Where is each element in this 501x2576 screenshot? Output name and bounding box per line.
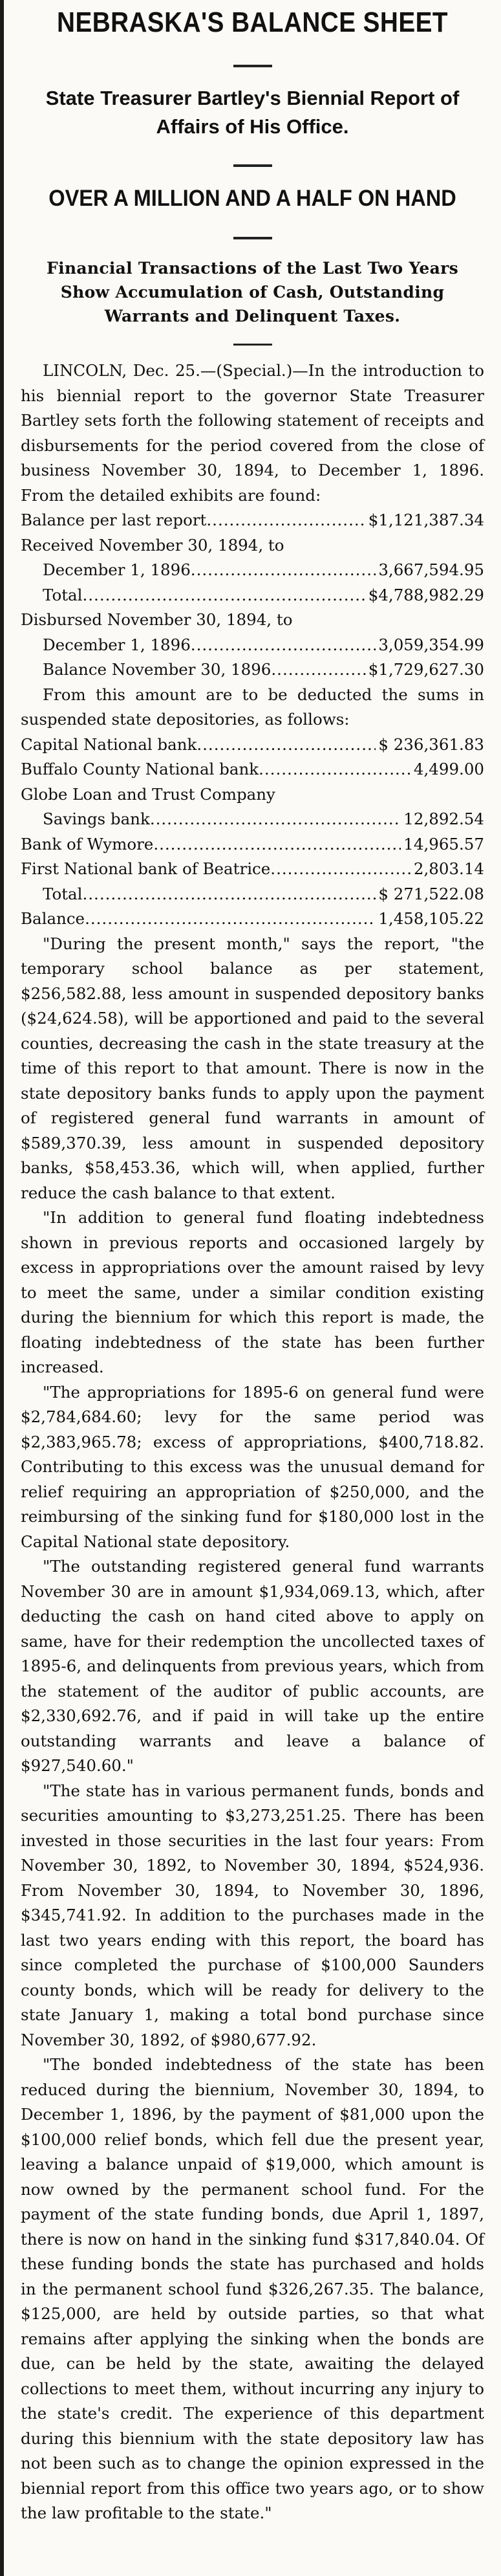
report-paragraph: "The outstanding registered general fund warrants November 30 are in amount $1,934,069.13, which, after deducting the cash on hand cited above to apply on same, have for their redemption the uncollected taxes of 1895-6, and delinquents from previous years, which from the statement of the auditor of public accounts, are $2,330,692.76, and if paid in will take up the entire outstanding warrants and leave a balance of $927,540.60." — [21, 1557, 484, 1775]
ledger-amount: 12,892.54 — [403, 809, 484, 828]
leader-dots — [259, 757, 411, 782]
leader-dots — [191, 633, 376, 658]
ledger-row — [21, 558, 484, 583]
ledger-row — [21, 633, 484, 658]
leader-dots — [270, 857, 411, 882]
ledger-label: Balance per last report — [21, 511, 207, 529]
ledger-label: Globe Loan and Trust Company — [21, 784, 275, 804]
report-paragraph: "In addition to general fund floating indebtedness shown in previous reports and occasioned largely by excess in appropriations over the amount raised by levy to meet the same, under a similar condition existing during the biennium for which this report is made, the floating indebtedness of the state has been further increased. — [21, 1208, 484, 1376]
report-paragraphs — [21, 932, 484, 2526]
ledger-amount: 4,499.00 — [413, 760, 484, 778]
depositories-ledger — [21, 732, 484, 932]
ledger-amount: 1,458,105.22 — [378, 909, 484, 928]
ledger-amount: 3,059,354.99 — [378, 635, 484, 654]
ledger-row — [21, 782, 484, 808]
ledger-row — [21, 583, 484, 608]
subhead-primary: State Treasurer Bartley's Biennial Report of Affairs of His Office. — [45, 87, 460, 138]
ledger-row — [21, 757, 484, 782]
ledger-row — [21, 882, 484, 907]
ledger-amount: 14,965.57 — [403, 834, 484, 853]
report-paragraph: "The appropriations for 1895-6 on general fund were $2,784,684.60; levy for the same period was $2,383,965.78; excess of appropriations, $400,718.82. Contributing to this excess was the unusual demand for relief requiring an appropriation of $250,000, and the reimbursing of the sinking fund for $180,000 lost in the Capital National state depository. — [21, 1382, 484, 1551]
ledger-label: First National bank of Beatrice — [21, 859, 271, 878]
leader-dots — [150, 807, 401, 832]
ledger-row — [21, 907, 484, 932]
ledger-label: December 1, 1896 — [43, 560, 191, 579]
ledger-label: Capital National bank — [21, 734, 197, 754]
ledger-label: Disbursed November 30, 1894, to — [21, 610, 293, 629]
leader-dots — [82, 882, 376, 907]
ledger-row — [21, 657, 484, 683]
ledger-row — [21, 608, 484, 633]
ledger-label: Bank of Wymore — [21, 834, 154, 853]
receipts-ledger — [21, 508, 484, 683]
subhead-secondary: OVER A MILLION AND A HALF ON HAND — [48, 186, 456, 211]
leader-dots — [206, 508, 365, 533]
intro-paragraph: LINCOLN, Dec. 25.—(Special.)—In the introduction to his biennial report to the governor State Treasurer Bartley sets forth the following statement of receipts and disbursements for the period covered from the close of business November 30, 1894, to December 1, 1896. From the detailed exhibits are found: — [21, 361, 484, 505]
ledger-amount: $1,729,627.30 — [368, 660, 484, 679]
leader-dots — [153, 832, 401, 857]
leader-dots — [191, 558, 376, 583]
ledger-row — [21, 533, 484, 558]
divider — [233, 344, 272, 346]
report-paragraph: "During the present month," says the report, "the temporary school balance as per statement, $256,582.88, less amount in suspended depository banks ($24,624.58), will be apportioned and paid to the several counties, decreasing the cash in the state treasury at the time of this report to that amount. There is now in the state depository banks funds to apply upon the payment of registered general fund warrants in amount of $589,370.39, less amount in suspended depository banks, $58,453.36, which will, when applied, further reduce the cash balance to that extent. — [21, 934, 484, 1202]
ledger-label: Balance — [21, 909, 85, 928]
report-paragraph: "The state has in various permanent funds, bonds and securities amounting to $3,273,251.25. There has been invested in those securities in the last four years: From November 30, 1892, to November 30, 1894, $524,936. From November 30, 1894, to November 30, 1896, $345,741.92. In addition to the purchases made in the last two years ending with this report, the board has since completed the purchase of $100,000 Saunders county bonds, which will be ready for delivery to the state January 1, making a total bond purchase since November 30, 1892, of $980,677.92. — [21, 1781, 484, 2049]
ledger-label: Total — [43, 884, 83, 903]
leader-dots — [271, 657, 365, 683]
ledger-amount: $4,788,982.29 — [368, 585, 484, 604]
ledger-amount: 2,803.14 — [413, 859, 484, 878]
deduct-intro: From this amount are to be deducted the sums in suspended state depositories, as follows: — [21, 685, 484, 729]
ledger-label: Balance November 30, 1896 — [43, 660, 272, 679]
ledger-label: Received November 30, 1894, to — [21, 535, 284, 555]
leader-dots — [82, 583, 365, 608]
ledger-amount: 3,667,594.95 — [378, 560, 484, 579]
ledger-label: December 1, 1896 — [43, 635, 191, 654]
leader-dots — [85, 907, 376, 932]
ledger-row — [21, 732, 484, 758]
report-paragraph: "The bonded indebtedness of the state has been reduced during the biennium, November 30, 1894, to December 1, 1896, by the payment of $81,000 upon the $100,000 relief bonds, which fell due the present year, leaving a balance unpaid of $19,000, which amount is now owned by the permanent school fund. For the payment of the state funding bonds, due April 1, 1897, there is now on hand in the sinking fund $317,840.04. Of these funding bonds the state has purchased and holds in the permanent school fund $326,267.35. The balance, $125,000, are held by outside parties, so that what remains after applying the sinking when the bonds are due, can be held by the state, awaiting the delayed collections to meet them, without incurring any injury to the state's credit. The experience of this department during this biennium with the state depository law has not been such as to change the opinion expressed in the biennial report from this office two years ago, or to show the law profitable to the state." — [21, 2055, 484, 2522]
ledger-row — [21, 832, 484, 857]
headline: NEBRASKA'S BALANCE SHEET — [57, 6, 448, 38]
ledger-row — [21, 807, 484, 832]
ledger-amount: $ 271,522.08 — [378, 884, 484, 903]
ledger-row — [21, 857, 484, 882]
divider — [233, 237, 272, 239]
article-body — [21, 358, 484, 2526]
divider — [233, 164, 272, 167]
ledger-label: Buffalo County National bank — [21, 760, 259, 778]
ledger-amount: $ 236,361.83 — [378, 734, 484, 754]
ledger-row — [21, 508, 484, 533]
ledger-amount: $1,121,387.34 — [368, 511, 484, 529]
subhead-summary: Financial Transactions of the Last Two Years Show Accumulation of Cash, Outstanding Warrants and Delinquent Taxes. — [47, 259, 458, 325]
leader-dots — [197, 732, 376, 758]
ledger-label: Savings bank — [43, 809, 150, 828]
divider — [233, 65, 272, 67]
ledger-label: Total — [43, 585, 83, 604]
